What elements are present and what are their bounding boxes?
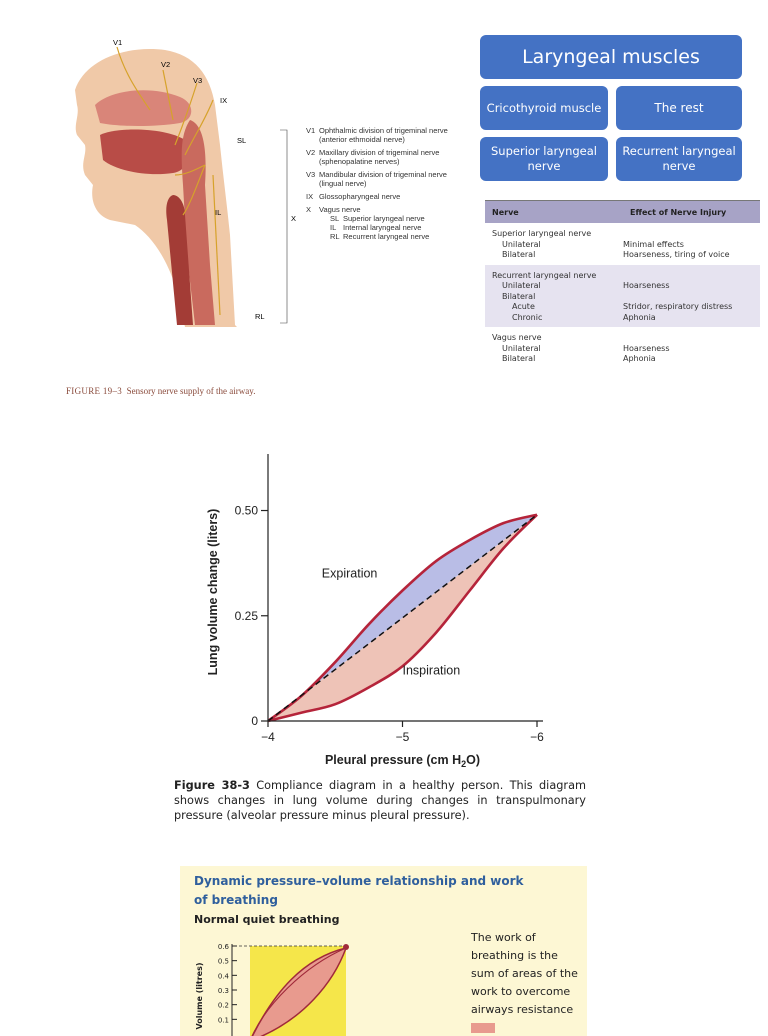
work-of-breathing-note: The work of breathing is the sum of areas of the work to overcome airways resistance xyxy=(471,929,583,1036)
head-silhouette xyxy=(75,49,237,327)
axes xyxy=(235,454,545,744)
legend-item-v2: V2 Maxillary division of trigeminal nerve (sphenopalatine nerves) xyxy=(306,148,440,166)
nerve-injury-table xyxy=(485,200,760,369)
table-group xyxy=(485,223,760,265)
nerve-cell: Vagus nerve xyxy=(492,333,542,342)
laryngeal-muscles-title: Laryngeal muscles xyxy=(480,35,742,79)
effect-cell xyxy=(623,292,760,303)
header-nerve: Nerve xyxy=(492,207,519,217)
compliance-chart-svg xyxy=(195,452,575,770)
effect-cell xyxy=(623,229,760,240)
dyn-y-tick-label: 0.3 xyxy=(217,987,229,995)
table-row xyxy=(485,240,760,251)
effect-cell: Aphonia xyxy=(623,312,656,322)
dyn-y-tick-label: 0.1 xyxy=(217,1016,229,1025)
compliance-chart xyxy=(195,452,575,770)
table-group xyxy=(485,265,760,328)
legend-item-rl: RL Recurrent laryngeal nerve xyxy=(330,232,430,241)
table-row xyxy=(485,354,760,365)
dyn-y-tick-label: 0.4 xyxy=(217,972,229,981)
nerve-cell: Bilateral xyxy=(502,250,536,259)
table-row xyxy=(485,229,760,240)
table-row xyxy=(485,292,760,303)
x-tick-label: −4 xyxy=(261,730,275,744)
nerve-cell: Acute xyxy=(512,302,535,311)
peak-point xyxy=(343,944,349,950)
x-tick-label: −5 xyxy=(395,730,410,744)
x-tick-label: −6 xyxy=(530,730,544,744)
nerve-cell: Recurrent laryngeal nerve xyxy=(492,270,597,280)
label-ix: IX xyxy=(220,96,228,105)
nerve-cell: Chronic xyxy=(512,312,543,322)
dyn-y-tick-label: 0.5 xyxy=(217,957,229,966)
legend-item-sl: SL Superior laryngeal nerve xyxy=(330,214,425,223)
table-row xyxy=(485,344,760,355)
effect-cell: Aphonia xyxy=(623,354,656,363)
cricothyroid-muscle-box: Cricothyroid muscle xyxy=(480,86,608,130)
table-header xyxy=(485,200,760,223)
legend-item-il: IL Internal laryngeal nerve xyxy=(330,223,422,232)
label-v1: V1 xyxy=(113,38,123,47)
y-tick-label: 0.50 xyxy=(234,503,258,518)
dynamic-pv-title: Dynamic pressure–volume relationship and work of breathing xyxy=(194,874,524,907)
label-v2: V2 xyxy=(161,60,171,69)
effect-cell: Hoarseness xyxy=(623,343,670,353)
superior-laryngeal-nerve-box: Superior laryngeal nerve xyxy=(480,137,608,181)
dynamic-pv-panel xyxy=(180,866,587,1036)
y-tick-label: 0 xyxy=(251,714,258,728)
table-row xyxy=(485,333,760,344)
label-sl: SL xyxy=(237,136,247,145)
effect-cell: Hoarseness xyxy=(623,281,670,290)
effect-cell xyxy=(623,333,760,344)
dynamic-pv-chart xyxy=(194,936,464,1036)
effect-cell: Minimal effects xyxy=(623,239,684,249)
annotation-inspiration: Inspiration xyxy=(402,663,461,678)
table-body xyxy=(485,223,760,369)
legend-item-ix: IX Glossopharyngeal nerve xyxy=(306,192,401,201)
header-effect: Effect of Nerve Injury xyxy=(630,207,727,217)
annotation-expiration: Expiration xyxy=(321,566,378,581)
nerve-cell: Unilateral xyxy=(502,281,541,290)
label-x: X xyxy=(291,214,297,223)
dynamic-pv-svg xyxy=(194,936,464,1036)
anatomy-caption: FIGURE 19–3 Sensory nerve supply of the airway. xyxy=(66,386,256,396)
legend-item-x: X Vagus nerve xyxy=(306,205,361,214)
dynamic-pv-y-axis xyxy=(218,943,237,1036)
x-axis-label: Pleural pressure (cm $H_2O$) xyxy=(324,753,481,769)
effect-cell xyxy=(623,271,760,282)
y-tick-label: 0.25 xyxy=(234,608,258,623)
table-row xyxy=(485,271,760,282)
nerve-cell: Superior laryngeal nerve xyxy=(492,229,592,238)
nerve-cell: Unilateral xyxy=(502,239,541,249)
nerve-cell: Bilateral xyxy=(502,291,536,301)
resistance-swatch xyxy=(471,1023,495,1033)
y-axis-label: Lung volume change (liters) xyxy=(206,508,220,676)
dyn-y-tick-label: 0.6 xyxy=(217,943,229,951)
nerve-legend xyxy=(306,126,476,241)
nerve-cell: Unilateral xyxy=(502,343,541,353)
table-row xyxy=(485,281,760,292)
table-row xyxy=(485,250,760,261)
recurrent-laryngeal-nerve-box: Recurrent laryngeal nerve xyxy=(616,137,742,181)
legend-item-v3: V3 Mandibular division of trigeminal nerve (lingual nerve) xyxy=(306,170,447,188)
legend-item-v1: V1 Ophthalmic division of trigeminal nerve (anterior ethmoidal nerve) xyxy=(306,126,448,144)
effect-cell: Stridor, respiratory distress xyxy=(623,302,733,311)
table-group xyxy=(485,327,760,369)
compliance-caption: Figure 38-3 Compliance diagram in a healthy person. This diagram shows changes in lung volume during changes in transpulmonary pressure (alveolar pressure minus pleural pressure). xyxy=(174,779,586,822)
leader-lines xyxy=(280,130,287,323)
the-rest-box: The rest xyxy=(616,86,742,130)
label-il: IL xyxy=(215,208,222,217)
label-v3: V3 xyxy=(193,76,203,85)
dyn-y-tick-label: 0.2 xyxy=(217,1001,229,1010)
effect-cell: Hoarseness, tiring of voice xyxy=(623,250,730,259)
dynamic-pv-subtitle: Normal quiet breathing xyxy=(194,913,340,926)
dyn-y-axis-label: Volume (litres) xyxy=(195,962,204,1030)
table-row xyxy=(485,313,760,324)
table-row xyxy=(485,302,760,313)
label-rl: RL xyxy=(255,312,265,321)
nerve-cell: Bilateral xyxy=(502,354,536,363)
